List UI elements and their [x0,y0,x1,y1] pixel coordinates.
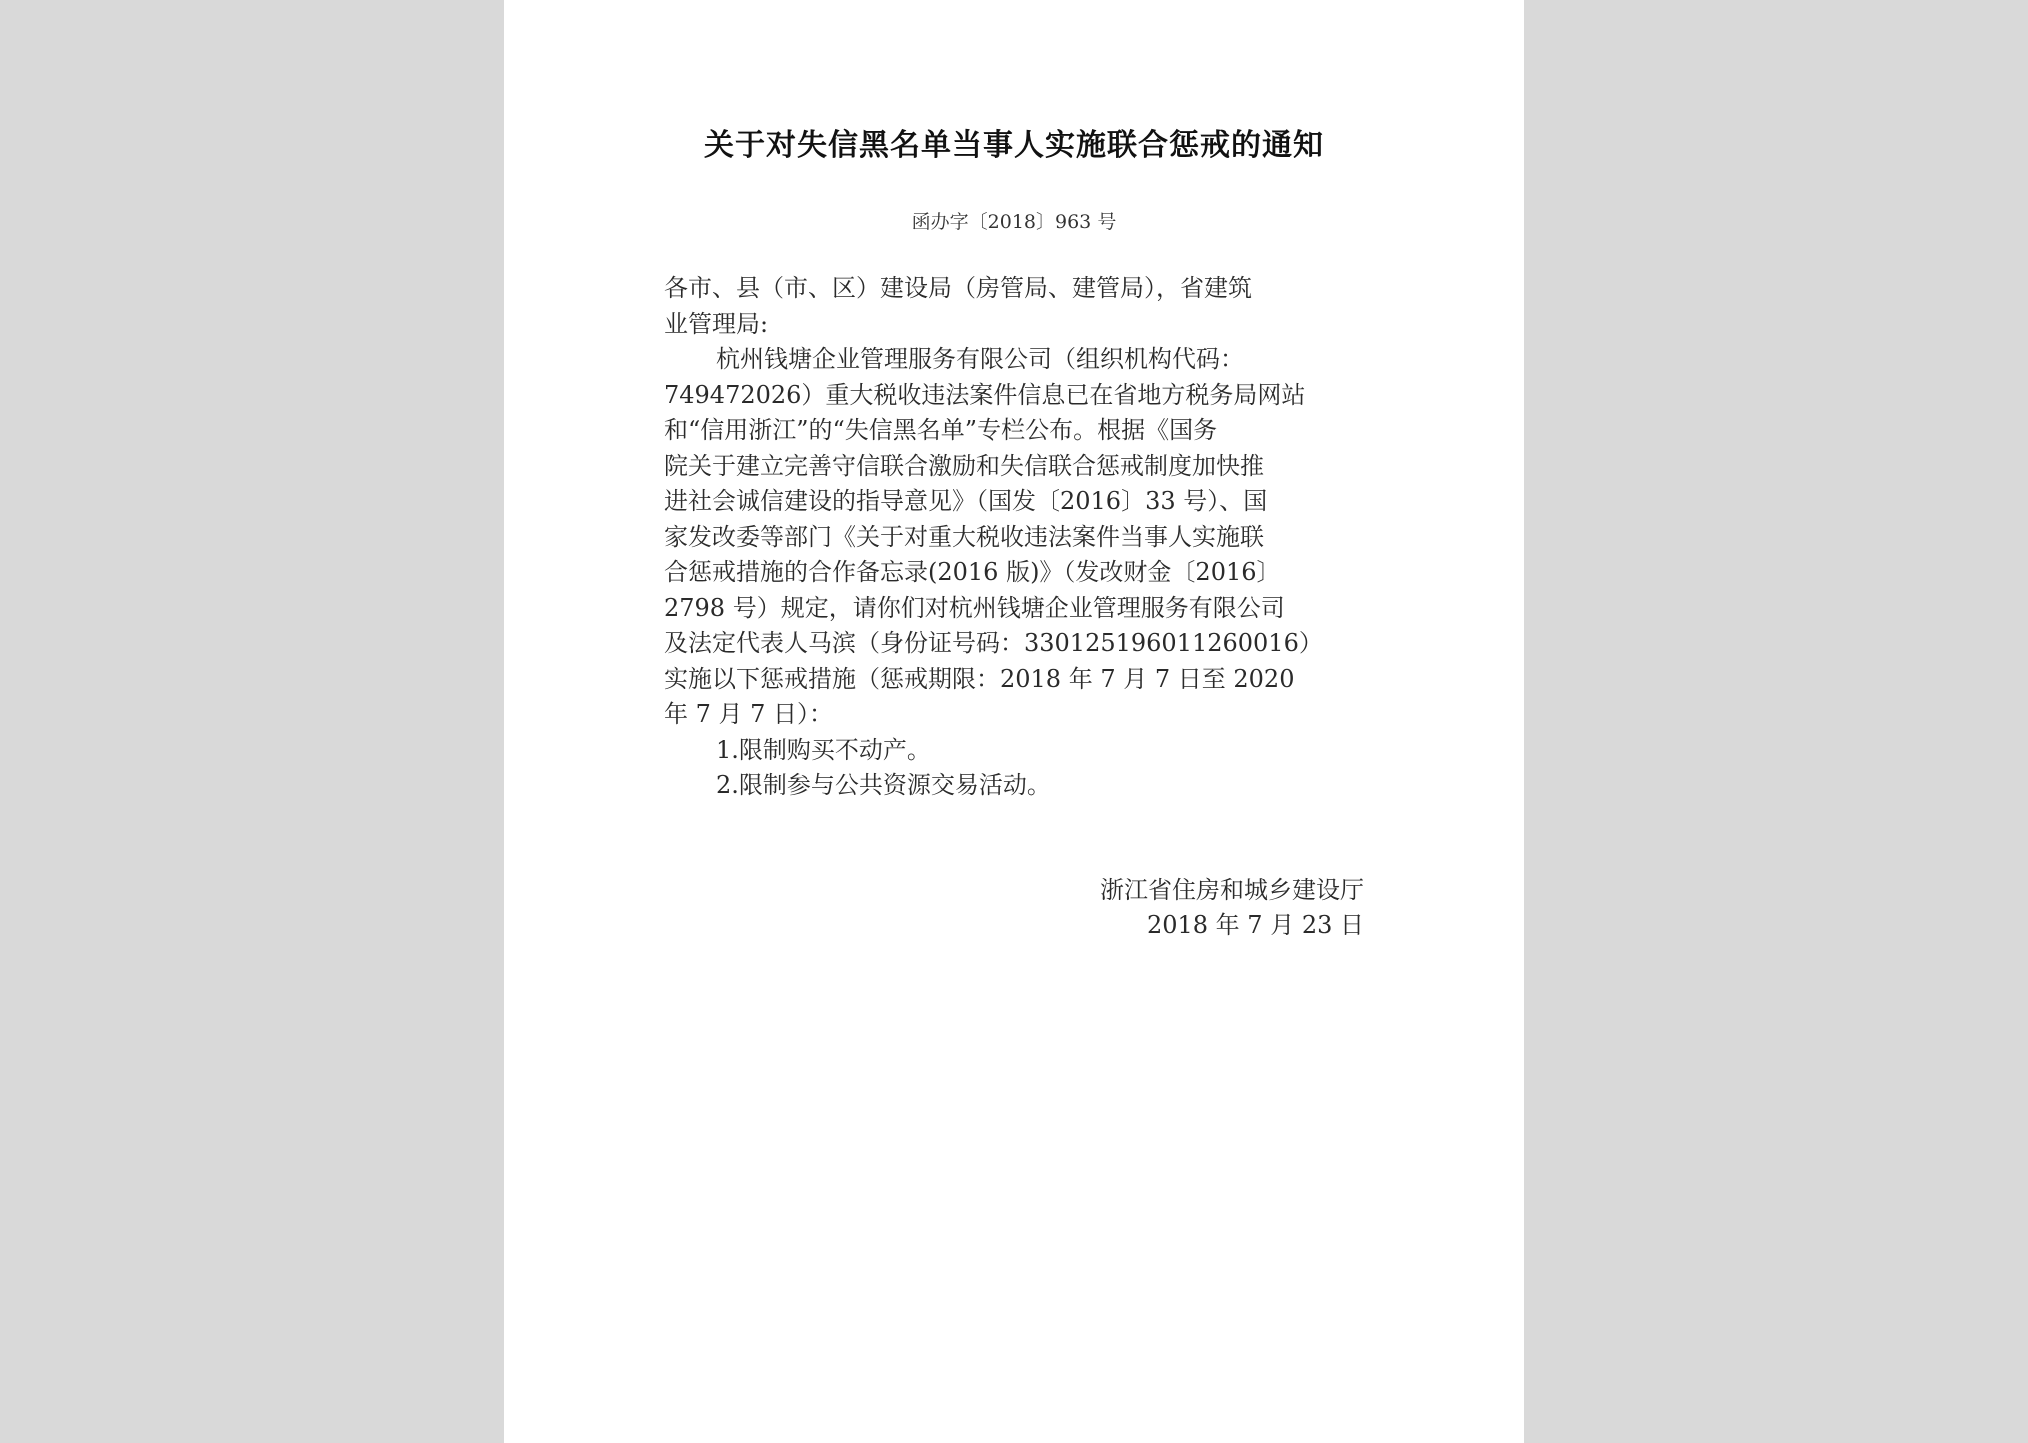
body-paragraph-line: 及法定代表人马滨（身份证号码：330125196011260016） [664,629,1323,657]
body-paragraph-line: 合惩戒措施的合作备忘录(2016 版)》（发改财金〔2016〕 [664,558,1281,586]
measure-item: 1.限制购买不动产。 [716,735,931,764]
body-paragraph-line: 进社会诚信建设的指导意见》（国发〔2016〕33 号）、国 [664,487,1268,515]
body-paragraph-line: 2798 号）规定，请你们对杭州钱塘企业管理服务有限公司 [664,593,1285,622]
addressee-line: 各市、县（市、区）建设局（房管局、建管局），省建筑 [664,274,1252,302]
document-body [664,271,1364,804]
addressee-line: 业管理局: [664,309,769,338]
body-paragraph-line: 杭州钱塘企业管理服务有限公司（组织机构代码： [716,345,1244,373]
body-paragraph-line: 实施以下惩戒措施（惩戒期限：2018 年 7 月 7 日至 2020 [664,664,1295,693]
body-paragraph-line: 院关于建立完善守信联合激励和失信联合惩戒制度加快推 [664,451,1264,480]
body-paragraph-line: 和“信用浙江”的“失信黑名单”专栏公布。根据《国务 [664,416,1218,444]
document-number: 函办字〔2018〕963 号 [911,211,1117,233]
body-paragraph-line: 749472026）重大税收违法案件信息已在省地方税务局网站 [664,380,1306,409]
document-page [504,0,1524,1443]
document-title: 关于对失信黑名单当事人实施联合惩戒的通知 [704,128,1324,163]
measure-item: 2.限制参与公共资源交易活动。 [716,771,1051,799]
body-paragraph-line: 家发改委等部门《关于对重大税收违法案件当事人实施联 [664,522,1264,551]
issuer-name: 浙江省住房和城乡建设厅 [1100,876,1364,904]
body-paragraph-line: 年 7 月 7 日）： [664,700,834,728]
signature-block [664,873,1364,943]
issue-date: 2018 年 7 月 23 日 [1146,911,1364,939]
